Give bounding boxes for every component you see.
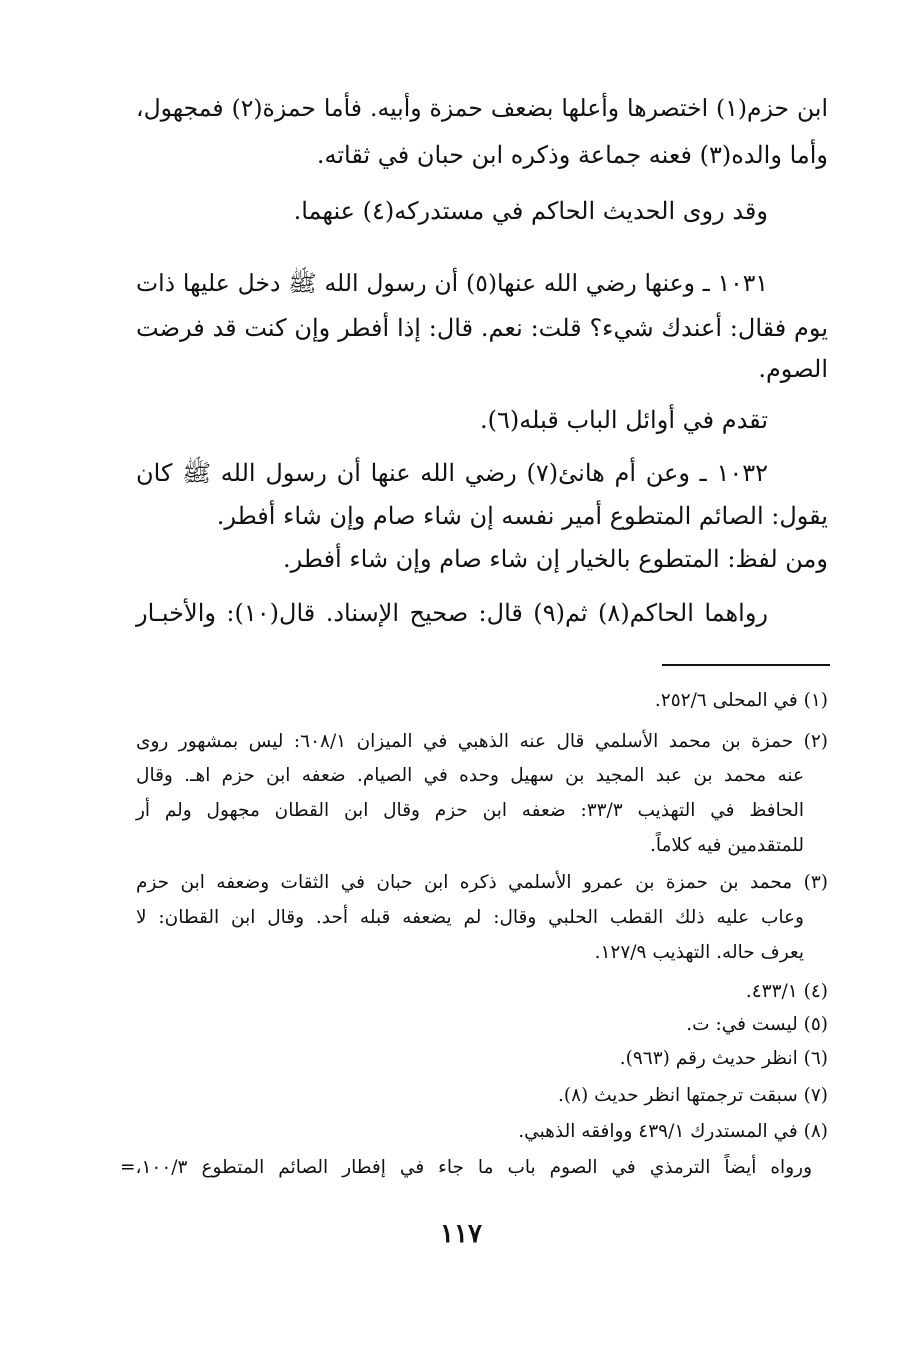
footnote-separator [662, 664, 830, 666]
main-line-1: ابن حزم(١) اختصرها وأعلها بضعف حمزة وأبيه. فأما حمزة(٢) فمجهول، [136, 94, 828, 122]
cross-reference-note: تقدم في أوائل الباب قبله(٦). [480, 406, 768, 434]
footnote-5: (٥) ليست في: ت. [686, 1014, 828, 1035]
hadith-1031-line-3: الصوم. [758, 355, 828, 383]
main-line-2: وأما والده(٣) فعنه جماعة وذكره ابن حبان في ثقاته. [316, 141, 828, 169]
hadith-1032-line-2: يقول: الصائم المتطوع أمير نفسه إن شاء صام وإن شاء أفطر. [216, 502, 828, 530]
hadith-1032-line-3: ومن لفظ: المتطوع بالخيار إن شاء صام وإن شاء أفطر. [283, 545, 828, 573]
hadith-1031-line-1: ١٠٣١ ـ وعنها رضي الله عنها(٥) أن رسول الله ﷺ دخل عليها ذات [136, 269, 768, 297]
hadith-1032-line-1: ١٠٣٢ ـ وعن أم هانئ(٧) رضي الله عنها أن رسول الله ﷺ كان [136, 459, 768, 487]
footnote-3-line-1: (٣) محمد بن حمزة بن عمرو الأسلمي ذكره ابن حبان في الثقات وضعفه ابن حزم [136, 872, 828, 893]
hadith-1031-line-2: يوم فقال: أعندك شيء؟ قلت: نعم. قال: إذا أفطر وإن كنت قد فرضت [136, 314, 828, 342]
footnote-6: (٦) انظر حديث رقم (٩٦٣). [619, 1048, 828, 1069]
hadith-1032-line-4: رواهما الحاكم(٨) ثم(٩) قال: صحيح الإسناد. قال(١٠): والأخبـار [136, 599, 769, 627]
footnote-2-line-4: للمتقدمين فيه كلاماً. [649, 835, 804, 856]
footnote-7: (٧) سبقت ترجمتها انظر حديث (٨). [557, 1085, 828, 1106]
page-number: ١١٧ [440, 1219, 482, 1249]
footnote-8-line-1: (٨) في المستدرك ٤٣٩/١ ووافقه الذهبي. [518, 1121, 828, 1142]
footnote-1: (١) في المحلى ٢٥٢/٦. [654, 690, 828, 711]
footnote-8-line-2: ورواه أيضاً الترمذي في الصوم باب ما جاء في إفطار الصائم المتطوع ١٠٠/٣،= [120, 1157, 812, 1178]
footnote-3-line-2: وعاب عليه ذلك القطب الحلبي وقال: لم يضعفه قبله أحد. وقال ابن القطان: لا [136, 907, 804, 928]
footnote-2-line-3: الحافظ في التهذيب ٣٣/٣: ضعفه ابن حزم وقال ابن القطان مجهول ولم أر [136, 800, 804, 821]
footnote-3-line-3: يعرف حاله. التهذيب ١٢٧/٩. [594, 942, 804, 963]
footnote-2-line-1: (٢) حمزة بن محمد الأسلمي قال عنه الذهبي في الميزان ٦٠٨/١: ليس بمشهور روى [136, 731, 828, 752]
footnote-4: (٤) ٤٣٣/١. [745, 981, 828, 1002]
main-line-3: وقد روى الحديث الحاكم في مستدركه(٤) عنهما. [293, 197, 768, 225]
footnote-2-line-2: عنه محمد بن عبد المجيد بن سهيل وحده في الصيام. ضعفه ابن حزم اهـ. وقال [136, 765, 804, 786]
